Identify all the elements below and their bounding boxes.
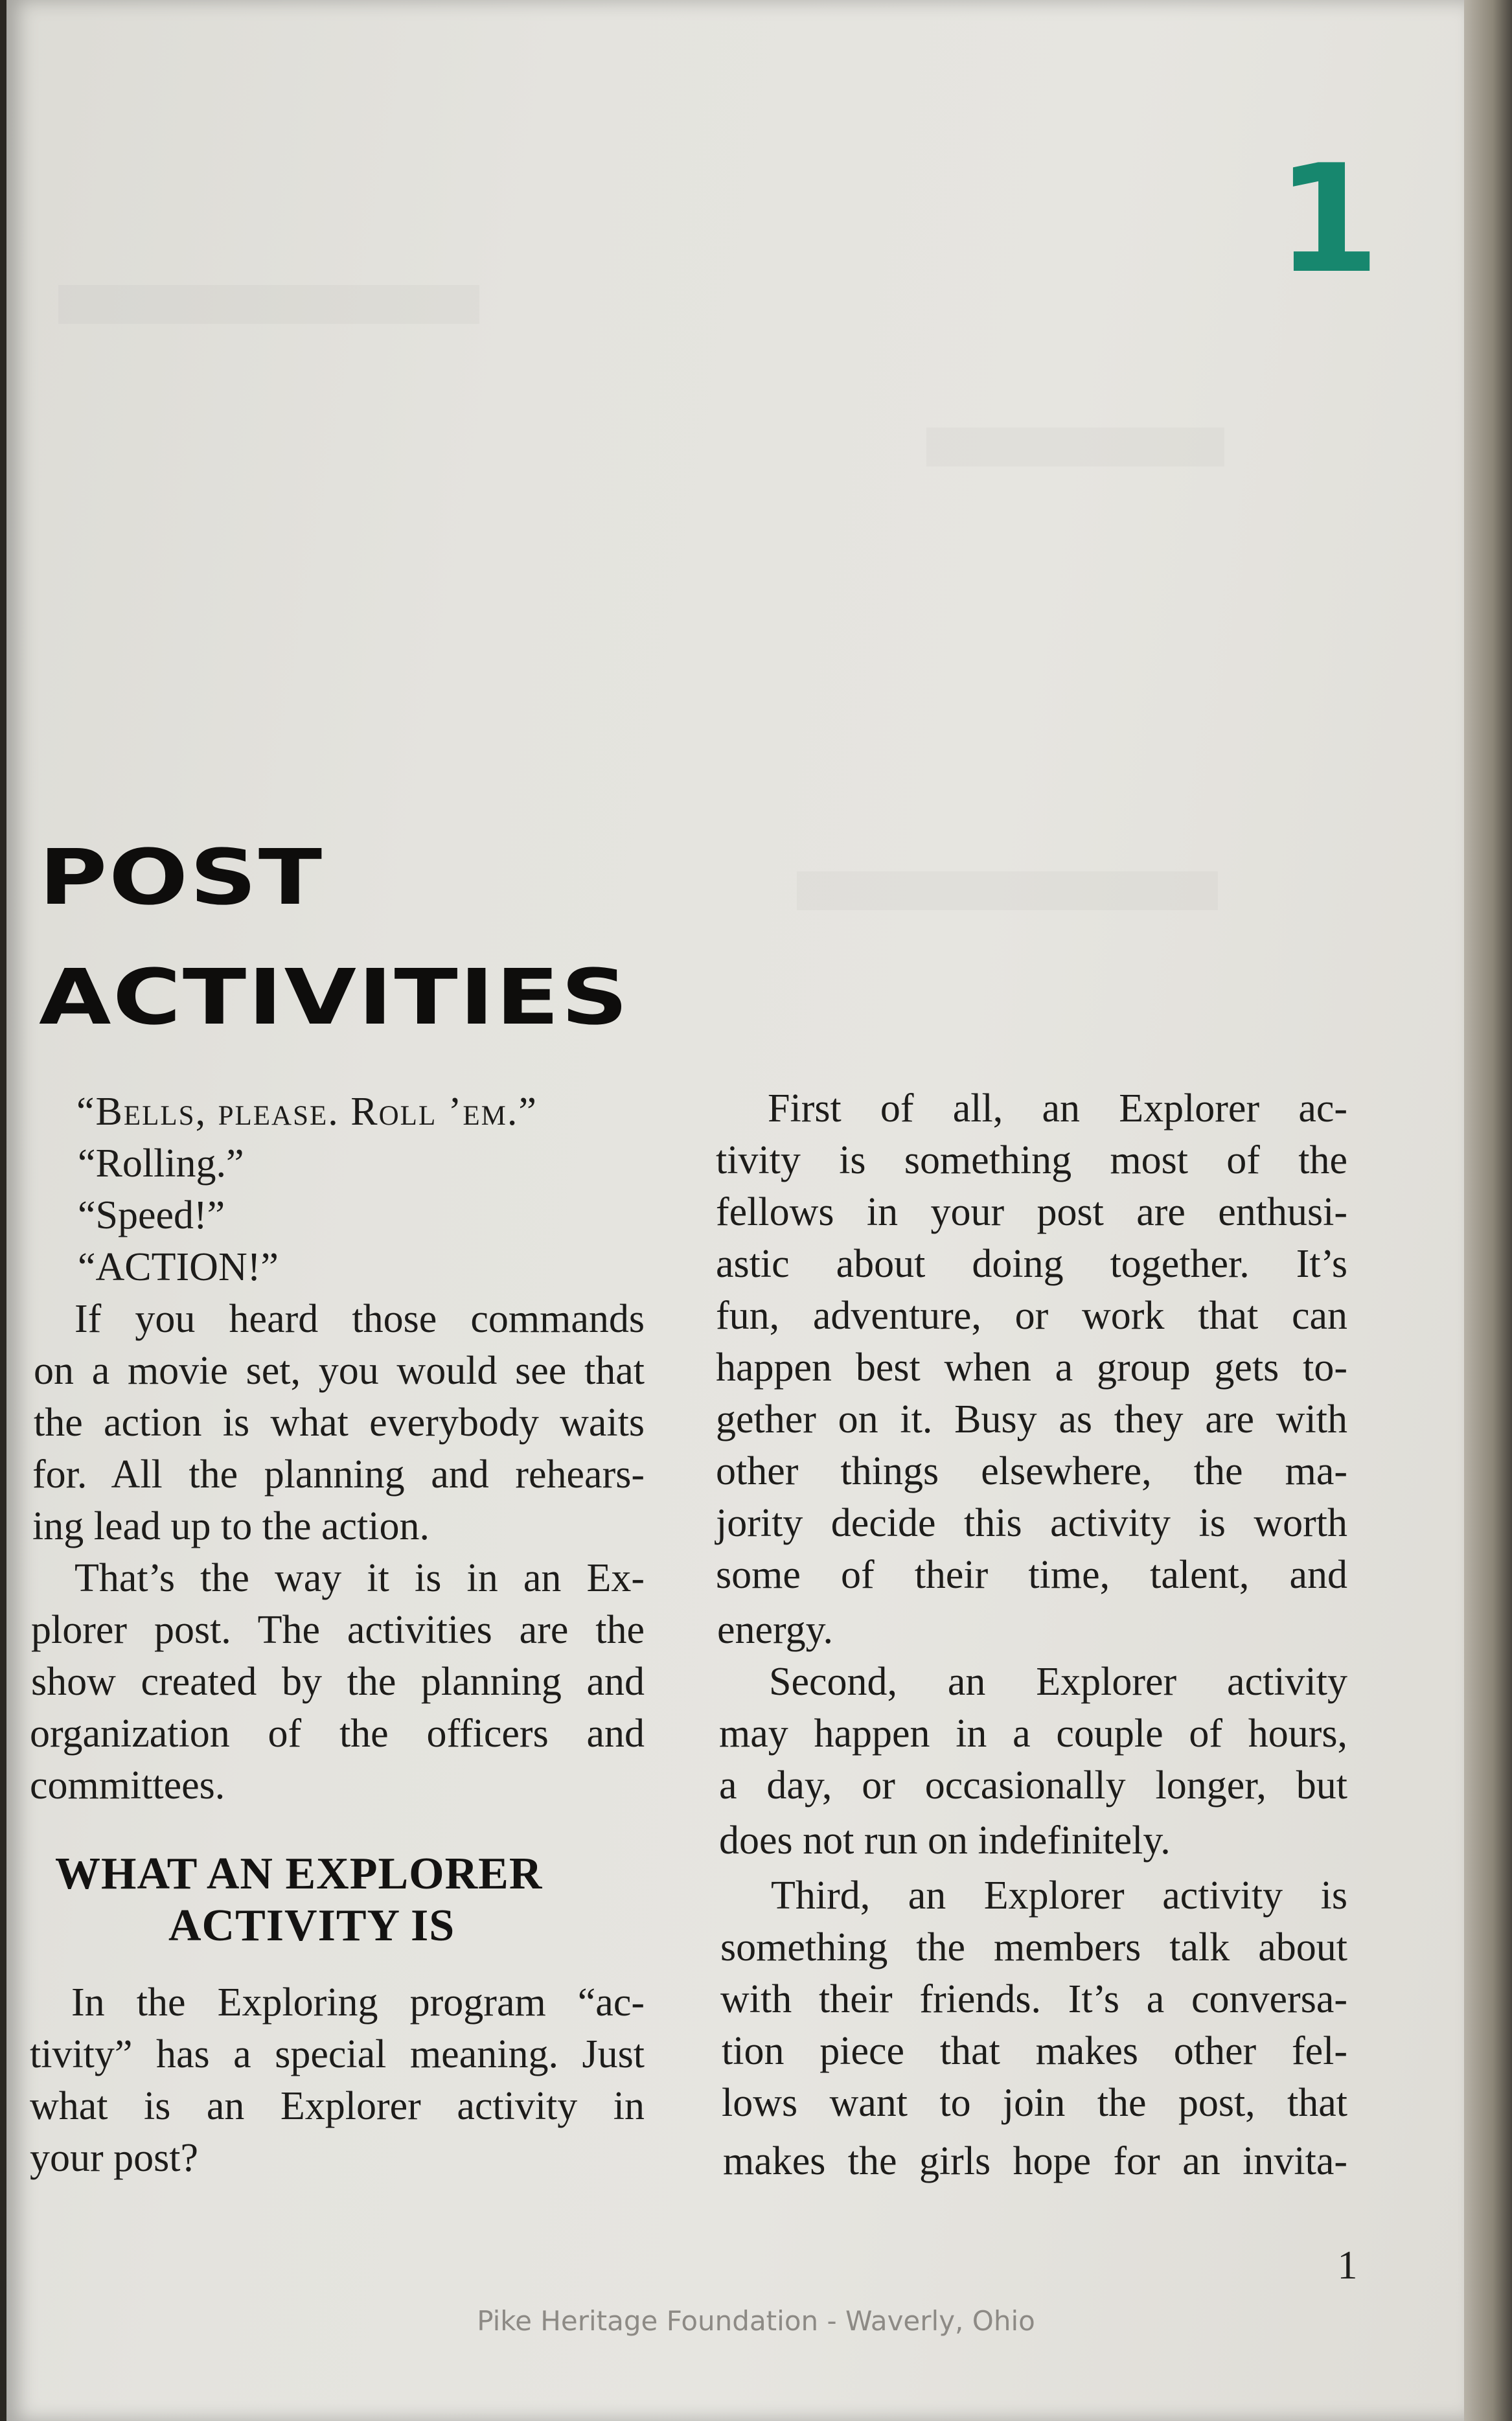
paragraph-line: some of their time, talent, and [716,1553,1347,1597]
dialogue-line: “Rolling.” [78,1142,244,1186]
paragraph-line: First of all, an Explorer ac- [768,1086,1347,1130]
show-through-bar [58,285,479,324]
paragraph-line: ing lead up to the action. [32,1504,430,1548]
paragraph-line: something the members talk about [720,1925,1347,1969]
page-number: 1 [1337,2243,1358,2288]
dialogue-line: “Speed!” [78,1193,225,1237]
paragraph-line: tivity is something most of the [716,1138,1347,1182]
paragraph-line: other things elsewhere, the ma- [716,1449,1347,1493]
paragraph-line: fellows in your post are enthusi- [716,1190,1347,1234]
paragraph-line: jority decide this activity is worth [716,1501,1347,1545]
paragraph-line: astic about doing together. It’s [716,1242,1347,1286]
title-line-activities: ACTIVITIES [39,952,630,1042]
paragraph-line: plorer post. The activities are the [31,1608,645,1652]
title-line-post: POST [39,832,324,922]
section-heading: WHAT AN EXPLORER [55,1849,543,1899]
chapter-number: 1 [1276,133,1380,306]
paragraph-line: That’s the way it is in an Ex- [74,1556,645,1600]
paragraph-line: a day, or occasionally longer, but [719,1763,1347,1807]
paragraph-line: does not run on indefinitely. [719,1819,1171,1863]
paragraph-line: your post? [30,2136,199,2180]
paragraph-line: may happen in a couple of hours, [719,1712,1347,1756]
show-through-bar [926,428,1224,466]
paragraph-line: In the Exploring program “ac- [71,1980,645,2025]
paragraph-line: with their friends. It’s a conversa- [720,1977,1347,2021]
paragraph-line: fun, adventure, or work that can [716,1294,1347,1338]
watermark: Pike Heritage Foundation - Waverly, Ohio [477,2305,1035,2337]
paragraph-line: committees. [30,1763,225,1807]
paragraph-line: If you heard those commands [74,1297,645,1341]
paragraph-line: lows want to join the post, that [722,2081,1347,2125]
paragraph-line: energy. [717,1608,834,1652]
paragraph-line: Second, an Explorer activity [769,1660,1347,1704]
book-page [6,0,1464,2421]
show-through-bar [797,871,1218,910]
paragraph-line: gether on it. Busy as they are with [716,1397,1347,1441]
paragraph-line: happen best when a group gets to- [716,1346,1347,1390]
section-heading: ACTIVITY IS [168,1901,455,1951]
paragraph-line: what is an Explorer activity in [30,2084,645,2128]
paragraph-line: tion piece that makes other fel- [722,2029,1347,2073]
paragraph-line: Third, an Explorer activity is [771,1874,1347,1918]
paragraph-line: show created by the planning and [31,1660,645,1704]
page-edge [1464,0,1512,2421]
paragraph-line: organization of the officers and [30,1712,645,1756]
paragraph-line: on a movie set, you would see that [34,1349,645,1393]
dialogue-line: “ACTION!” [78,1245,279,1289]
paragraph-line: for. All the planning and rehears- [32,1452,645,1497]
paragraph-line: makes the girls hope for an invita- [723,2139,1347,2183]
paragraph-line: tivity” has a special meaning. Just [30,2032,645,2076]
paragraph-line: the action is what everybody waits [34,1401,645,1445]
dialogue-line: “Bells, please. Roll ’em.” [76,1090,538,1134]
